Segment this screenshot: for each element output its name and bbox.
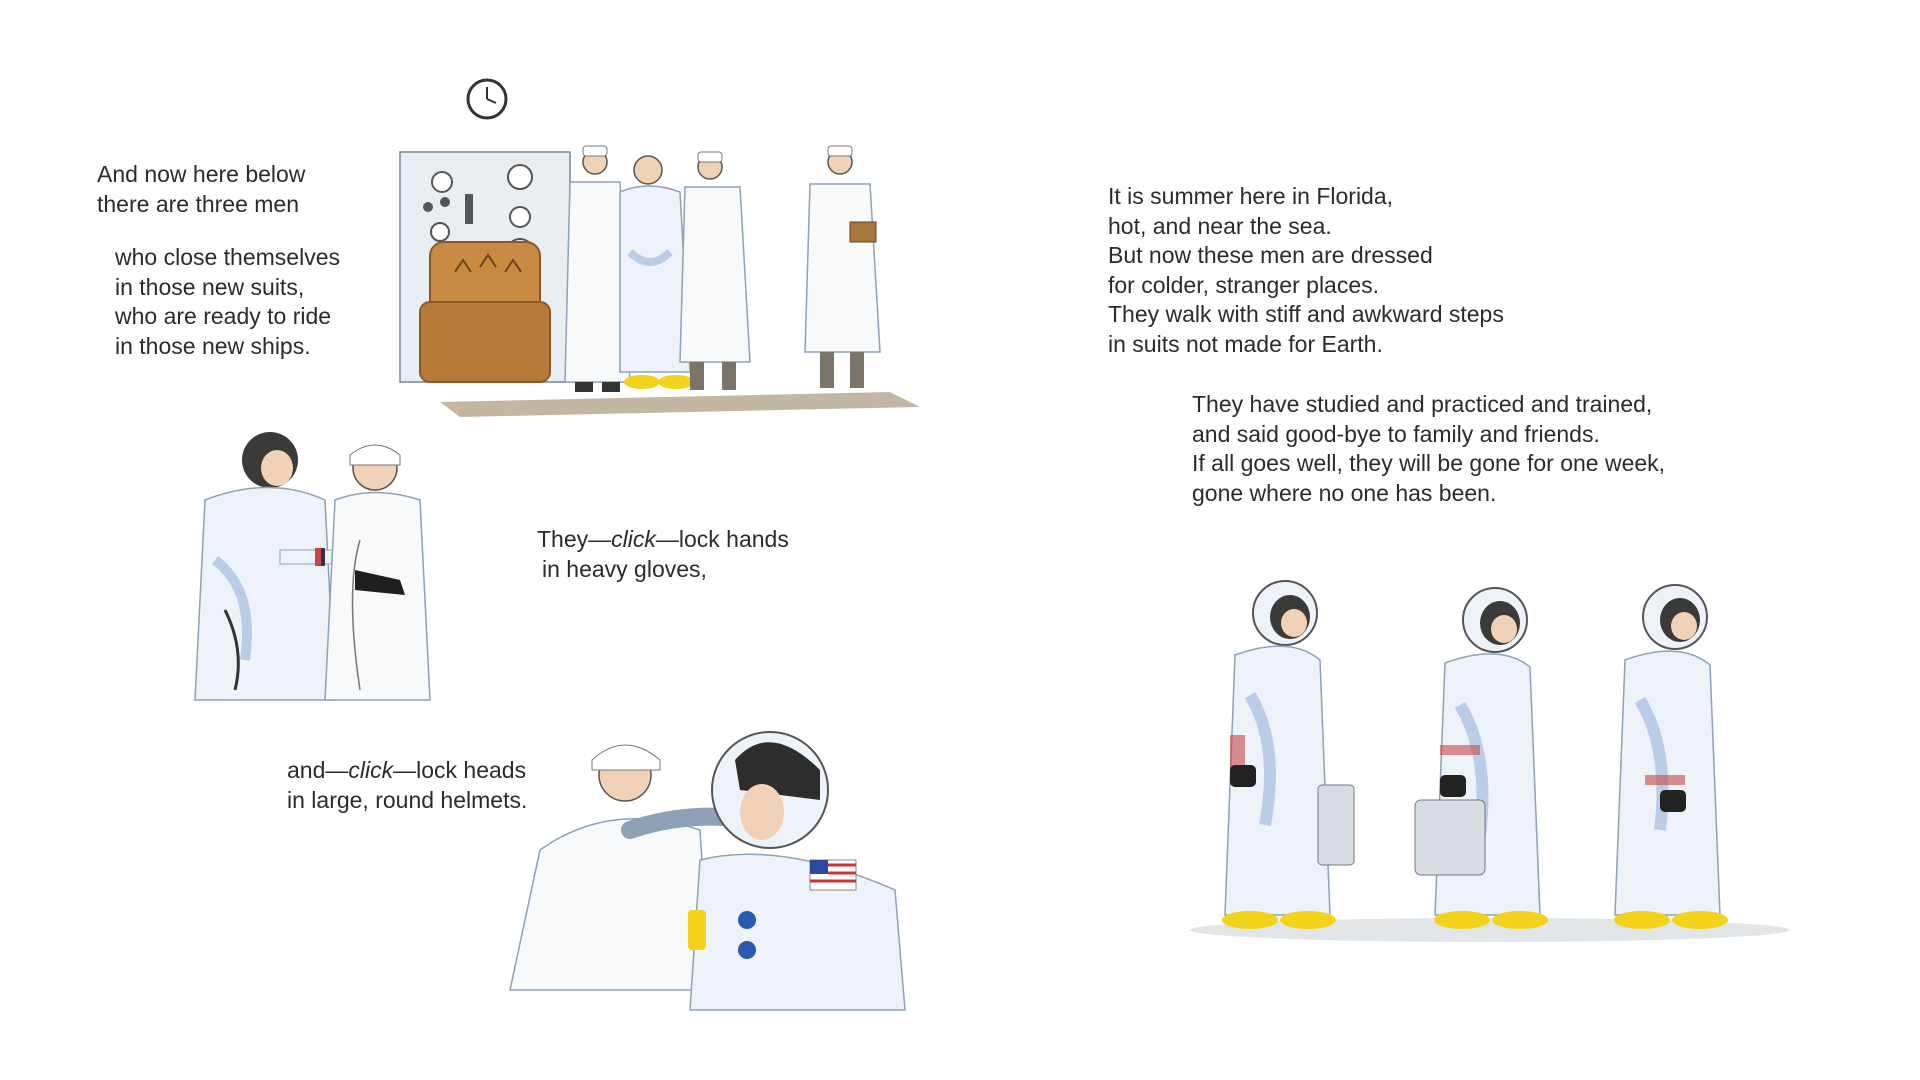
text-line: in those new ships.	[115, 332, 311, 359]
astronaut-figure	[1614, 585, 1728, 929]
right-stanza-2	[1192, 390, 1665, 508]
text-line: and said good-bye to family and friends.	[1192, 420, 1600, 447]
technician-figure	[325, 445, 430, 700]
left-stanza-2	[115, 243, 340, 361]
flag-patch-icon	[810, 860, 856, 890]
text-line: And now here below	[97, 161, 306, 187]
astronaut-figure	[1222, 581, 1354, 929]
left-stanza-4	[287, 756, 527, 815]
text-line: They—click—lock hands	[537, 526, 789, 552]
text-line: there are three men	[97, 190, 300, 217]
text-line: who close themselves	[115, 244, 340, 270]
text-line: But now these men are dressed	[1108, 242, 1433, 268]
wall-clock-icon	[468, 80, 506, 118]
text-line: They walk with stiff and awkward steps	[1108, 301, 1504, 327]
text-line: They have studied and practiced and trained,	[1192, 391, 1653, 417]
text-line: If all goes well, they will be gone for one week,	[1192, 450, 1666, 476]
text-line: in large, round helmets.	[287, 786, 528, 813]
text-line: in those new suits,	[115, 273, 305, 300]
left-stanza-3	[537, 525, 789, 584]
left-stanza-1	[97, 160, 305, 219]
text-line: for colder, stranger places.	[1108, 271, 1380, 298]
helmet-locking-illustration	[500, 720, 920, 1020]
text-line: and—click—lock heads	[287, 757, 527, 783]
glove-locking-illustration	[185, 430, 485, 720]
suiting-room-illustration	[380, 72, 940, 422]
suiting-chair	[420, 242, 550, 382]
right-page	[960, 0, 1920, 1080]
text-line: in suits not made for Earth.	[1108, 330, 1383, 357]
astronauts-walking-illustration	[1190, 575, 1810, 955]
text-line: who are ready to ride	[115, 303, 332, 329]
text-line: It is summer here in Florida,	[1108, 183, 1394, 209]
astronaut-figure	[1415, 588, 1548, 929]
technician-figure	[680, 152, 750, 390]
text-line: in heavy gloves,	[542, 555, 707, 582]
text-line: hot, and near the sea.	[1108, 212, 1332, 239]
astronaut-figure	[195, 432, 340, 700]
right-stanza-1	[1108, 182, 1504, 359]
astronaut-figure	[688, 732, 905, 1010]
text-line: gone where no one has been.	[1192, 479, 1497, 506]
technician-with-clipboard-figure	[805, 146, 880, 388]
